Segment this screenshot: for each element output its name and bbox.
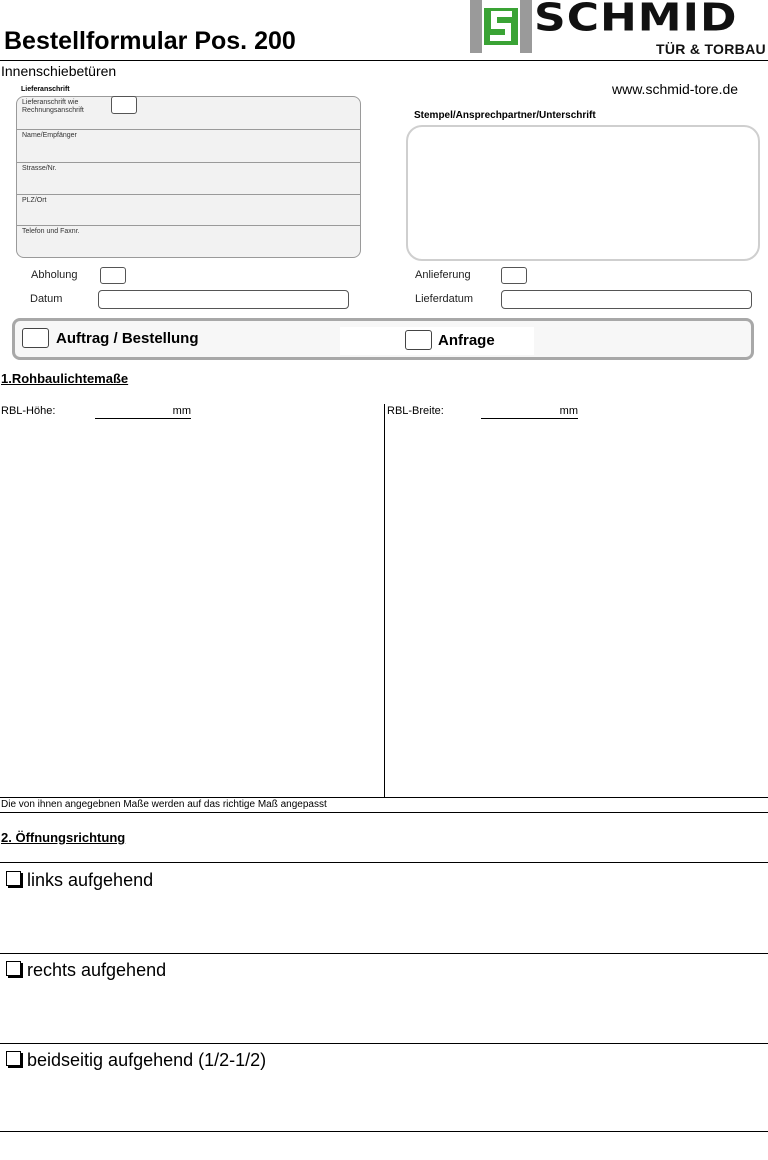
product-subtitle: Innenschiebetüren [1, 63, 117, 79]
section1-rule-bottom [0, 812, 768, 813]
measurement-note: Die von ihnen angegebnen Maße werden auf das richtige Maß angepasst [1, 799, 327, 810]
inquiry-label: Anfrage [438, 332, 495, 349]
address-row-phone[interactable] [17, 226, 360, 258]
option-label: links aufgehend [27, 870, 154, 890]
header-rule [0, 60, 768, 61]
order-label: Auftrag / Bestellung [56, 330, 199, 347]
rbl-height-label: RBL-Höhe: [1, 405, 56, 417]
section1-divider [384, 404, 385, 797]
order-checkbox[interactable] [22, 328, 49, 348]
address-row-same [17, 97, 360, 130]
pickup-date-field[interactable] [98, 290, 349, 309]
option-both-opening[interactable] [6, 1050, 266, 1071]
section1-rule-top [0, 797, 768, 798]
delivery-checkbox[interactable] [501, 267, 527, 284]
option-label: rechts aufgehend [27, 960, 167, 980]
rbl-height-unit: mm [172, 405, 191, 417]
address-row-city[interactable] [17, 195, 360, 226]
address-box [16, 96, 361, 258]
address-row-name[interactable] [17, 130, 360, 163]
checkbox-icon[interactable] [6, 1051, 21, 1066]
delivery-date-label: Lieferdatum [415, 293, 474, 305]
delivery-label: Anlieferung [415, 269, 471, 281]
pickup-label: Abholung [31, 269, 78, 281]
option-right-opening[interactable] [6, 960, 166, 981]
checkbox-icon[interactable] [6, 871, 21, 886]
address-row-street[interactable] [17, 163, 360, 195]
inquiry-checkbox[interactable] [405, 330, 432, 350]
same-address-checkbox[interactable] [111, 96, 137, 114]
order-type-inner [340, 327, 534, 355]
section2-rule [0, 862, 768, 863]
stamp-signature-area[interactable] [406, 125, 760, 261]
checkbox-icon[interactable] [6, 961, 21, 976]
section2-heading: 2. Öffnungsrichtung [1, 830, 126, 845]
rbl-height-input[interactable] [95, 405, 191, 419]
section1-heading: 1.Rohbaulichtemaße [1, 371, 129, 386]
option-rule [0, 953, 768, 954]
address-field-label: PLZ/Ort [22, 197, 47, 204]
company-logo [470, 0, 768, 58]
address-field-label: Name/Empfänger [22, 132, 77, 139]
logo-wordmark: SCHMID [534, 0, 738, 41]
option-rule [0, 1043, 768, 1044]
pickup-checkbox[interactable] [100, 267, 126, 284]
rbl-width-label: RBL-Breite: [387, 405, 444, 417]
address-same-label: Lieferanschrift wie Rechnungsanschrift [22, 99, 84, 114]
page-title: Bestellformular Pos. 200 [4, 27, 296, 55]
address-heading: Lieferanschrift [21, 86, 70, 93]
stamp-heading: Stempel/Ansprechpartner/Unterschrift [414, 110, 596, 121]
delivery-date-field[interactable] [501, 290, 752, 309]
rbl-width-input[interactable] [481, 405, 578, 419]
option-label: beidseitig aufgehend (1/2-1/2) [27, 1050, 267, 1070]
pickup-date-label: Datum [30, 293, 63, 305]
website-link[interactable]: www.schmid-tore.de [612, 81, 739, 97]
option-rule [0, 1131, 768, 1132]
rbl-width-unit: mm [559, 405, 578, 417]
option-left-opening[interactable] [6, 870, 153, 891]
logo-tagline: TÜR & TORBAU [656, 41, 766, 57]
logo-mark-icon [470, 0, 532, 53]
address-field-label: Strasse/Nr. [22, 165, 57, 172]
address-field-label: Telefon und Faxnr. [22, 228, 80, 235]
